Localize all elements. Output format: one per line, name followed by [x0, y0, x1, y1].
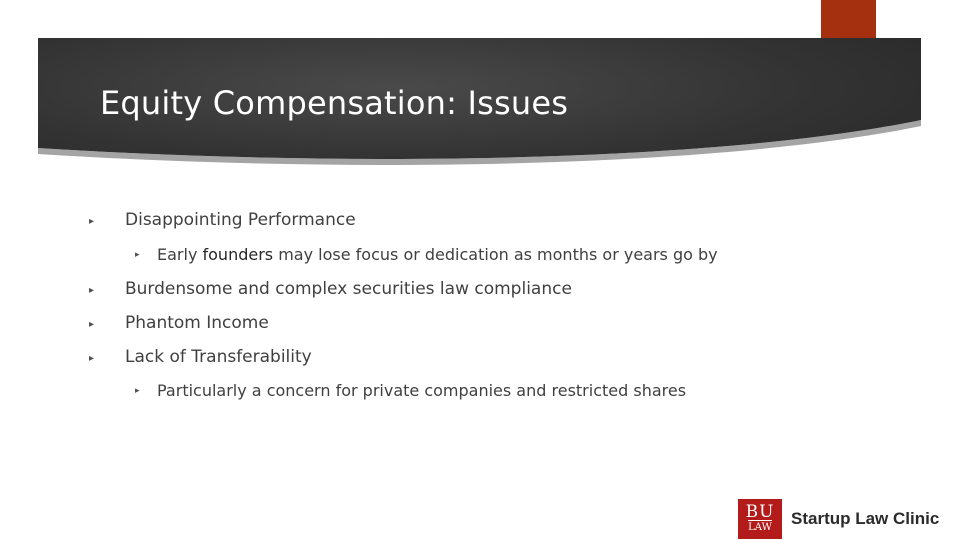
slide-title: Equity Compensation: Issues — [100, 84, 569, 122]
bullet-arrow-icon: ▸ — [89, 285, 95, 296]
sub-bullet-item — [135, 245, 718, 264]
bullet-text: Burdensome and complex securities law compliance — [125, 279, 572, 299]
bullet-arrow-icon: ▸ — [89, 216, 95, 227]
bullet-text: Disappointing Performance — [125, 210, 356, 230]
bullet-text: Phantom Income — [125, 313, 269, 333]
bullet-item — [89, 279, 572, 299]
bullet-item — [89, 210, 356, 230]
logo-name: Startup Law Clinic — [791, 509, 940, 528]
bullet-text-post: may lose focus or dedication as months or years go by — [273, 245, 718, 264]
bullet-arrow-icon: ▸ — [135, 386, 140, 396]
bullet-item — [89, 313, 269, 333]
clinic-logo — [738, 499, 939, 539]
bullet-text: Particularly a concern for private companies and restricted shares — [157, 381, 687, 400]
bullet-arrow-icon: ▸ — [89, 319, 95, 330]
bullet-arrow-icon: ▸ — [89, 353, 95, 364]
bullet-text: Lack of Transferability — [125, 347, 312, 367]
bullet-item — [89, 347, 312, 367]
bu-law-logo-mark — [738, 499, 782, 539]
logo-mark-top: BU — [745, 502, 775, 522]
logo-mark-bottom: LAW — [748, 522, 772, 533]
sub-bullet-item — [135, 381, 687, 400]
bullet-arrow-icon: ▸ — [135, 250, 140, 260]
bullet-text-pre: Early — [157, 245, 203, 264]
bullet-text-highlight: founders — [202, 245, 274, 264]
